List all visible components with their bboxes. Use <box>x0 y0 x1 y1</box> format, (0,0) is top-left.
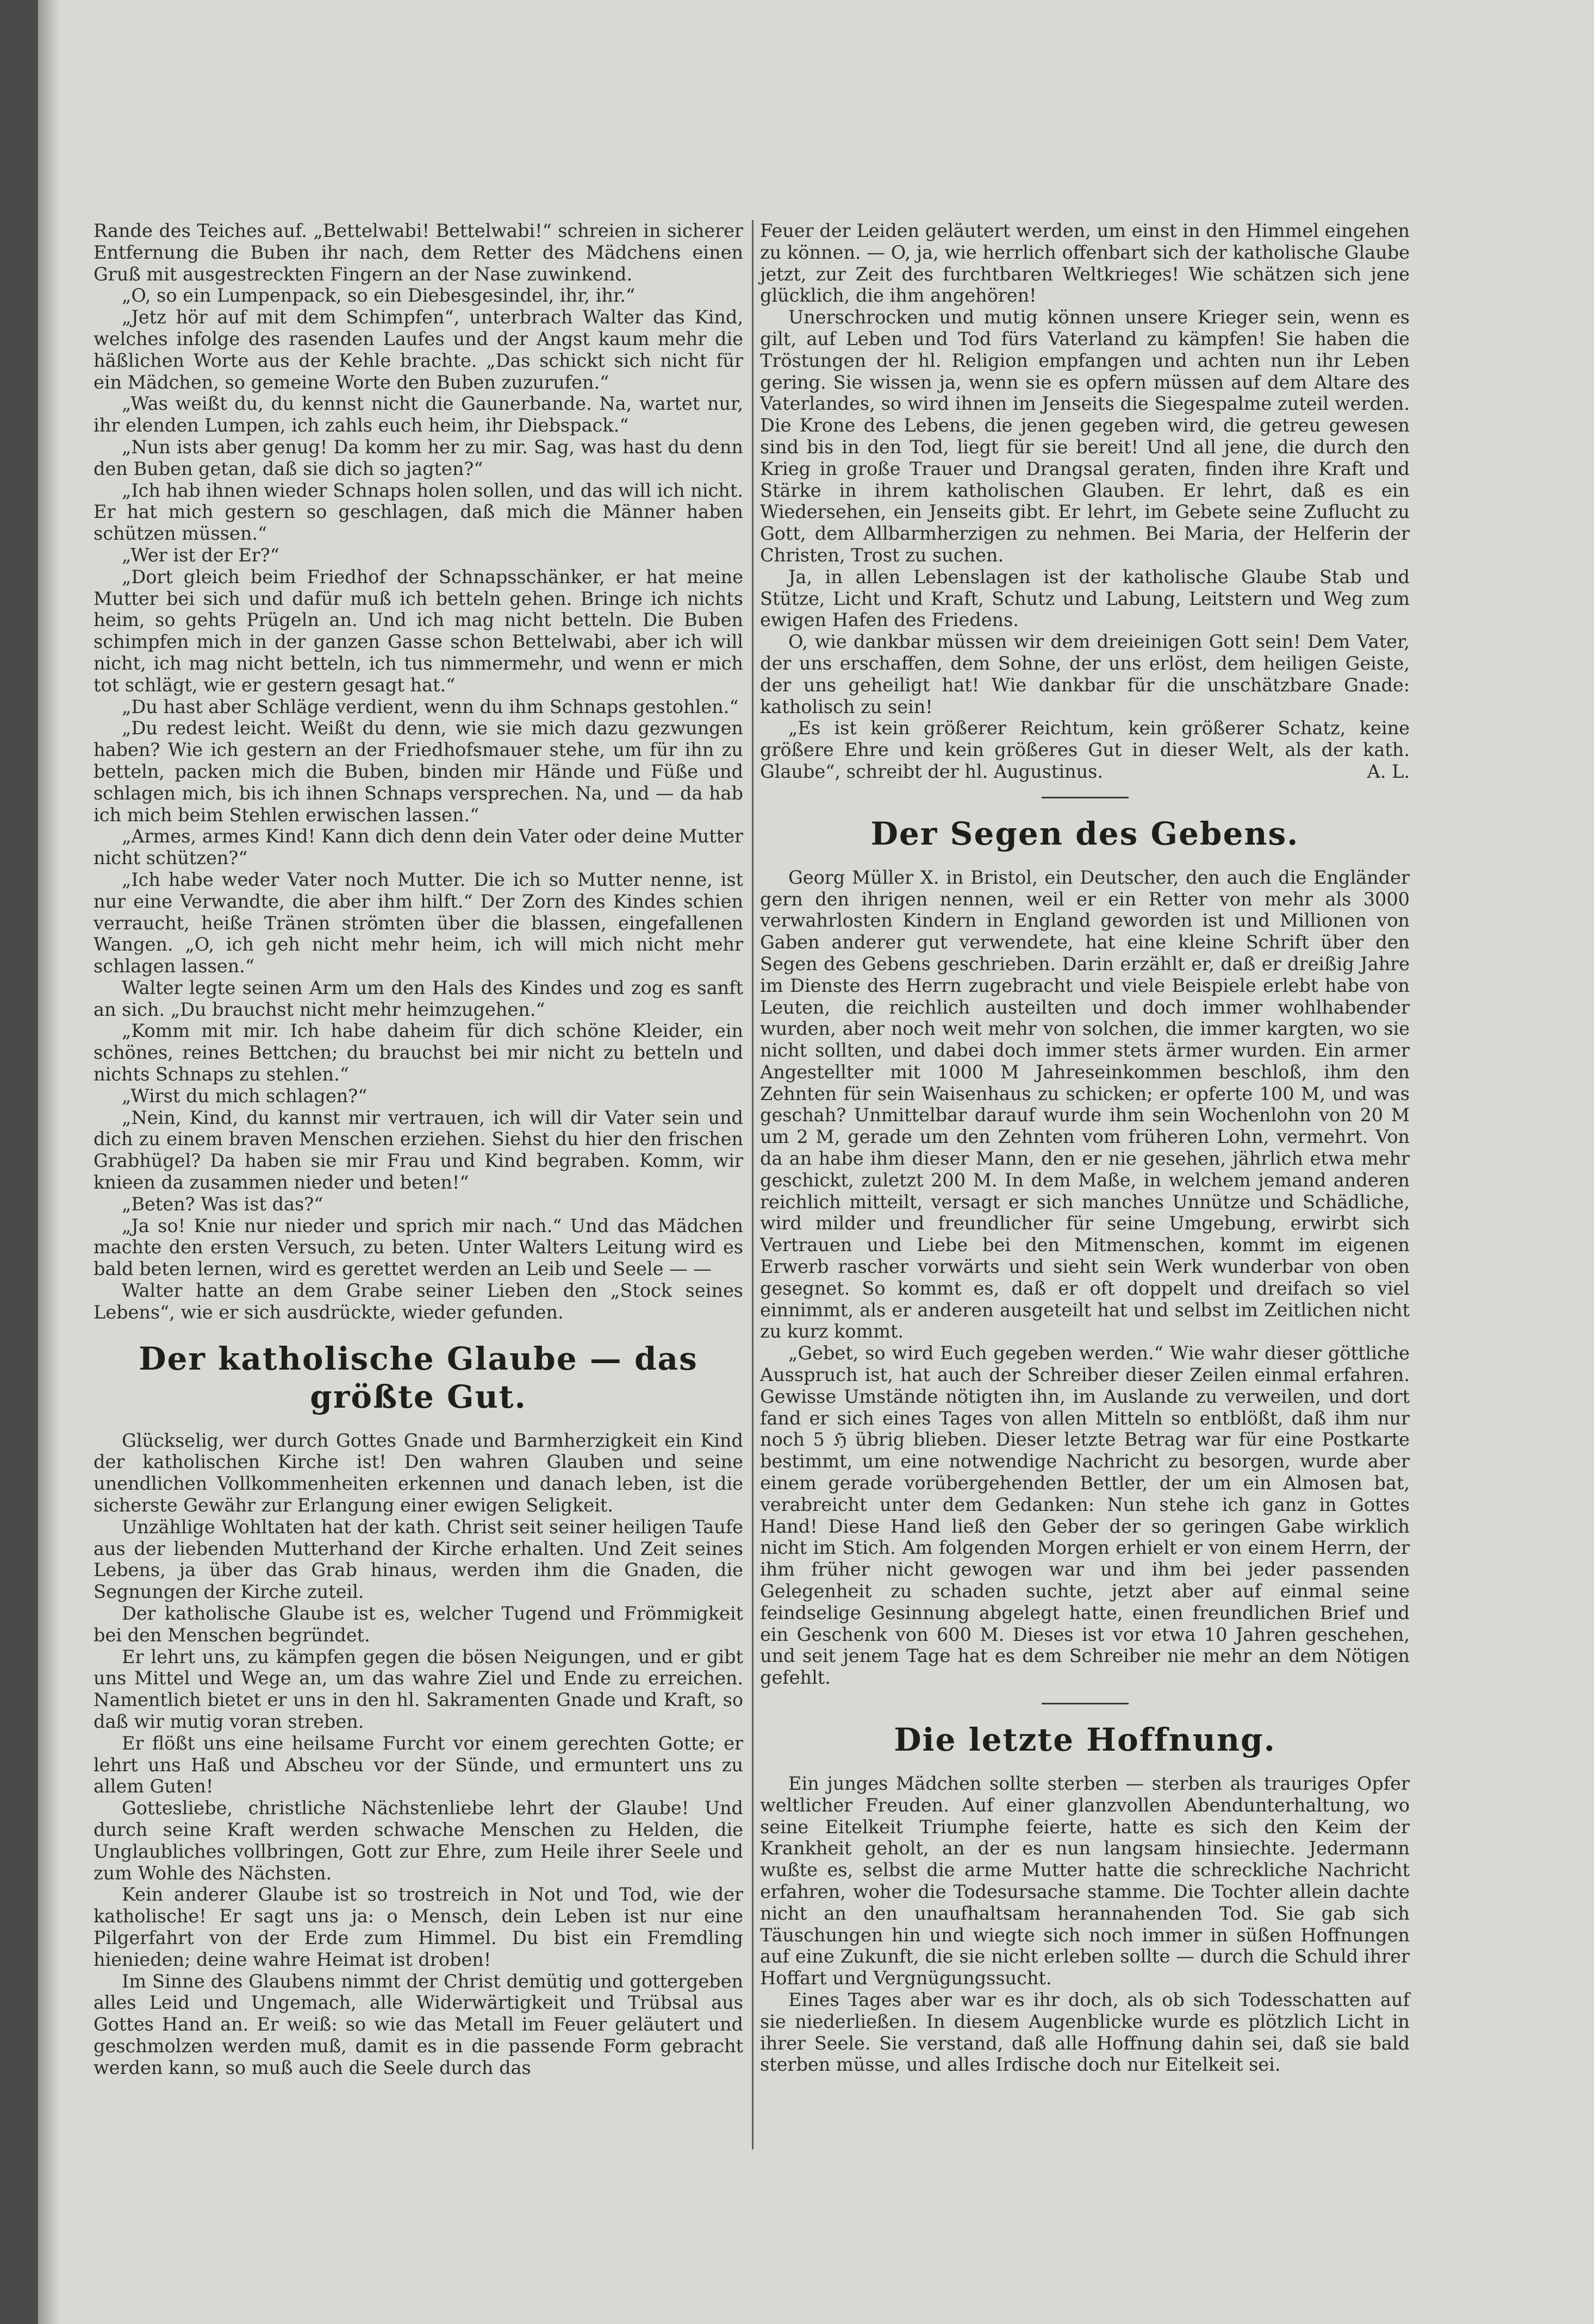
paragraph: Eines Tages aber war es ihr doch, als ob sich Todesschatten auf sie niederließen. In diesem Augenblicke wurde es plötzlich Licht in ihrer Seele. Sie verstand, daß alle Hoffnung dahin sei, daß sie bald sterben müsse, und alles Irdische doch nur Eitelkeit sei. <box>760 1989 1410 2076</box>
page-gutter-shadow <box>38 0 60 2324</box>
left-column <box>94 220 743 2079</box>
paragraph: „Was weißt du, du kennst nicht die Gaunerbande. Na, wartet nur, ihr elenden Lumpen, ich zahls euch heim, ihr Diebspack.“ <box>94 393 743 436</box>
paragraph: Unerschrocken und mutig können unsere Krieger sein, wenn es gilt, auf Leben und Tod fürs Vaterland zu kämpfen! Sie haben die Tröstungen der hl. Religion empfangen und achten nun ihr Leben gering. Sie wissen ja, wenn sie es opfern müssen auf dem Altare des Vaterlandes, so wird ihnen im Jenseits die Siegespalme zuteil werden. Die Krone des Lebens, die jenen gegeben wird, die getreu gewesen sind bis in den Tod, liegt für sie bereit! Und all jene, die durch den Krieg in große Trauer und Drangsal geraten, finden ihre Kraft und Stärke in ihrem katholischen Glauben. Er lehrt, daß es ein Wiedersehen, ein Jenseits gibt. Er lehrt, im Gebete seine Zuflucht zu Gott, dem Allbarmherzigen zu nehmen. Bei Maria, der Helferin der Christen, Trost zu suchen. <box>760 307 1410 566</box>
paragraph: „Ich habe weder Vater noch Mutter. Die ich so Mutter nenne, ist nur eine Verwandte, die aber ihm hilft.“ Der Zorn des Kindes schien verraucht, heiße Tränen strömten über die blassen, eingefallenen Wangen. „O, ich geh nicht mehr heim, ich will mich nicht mehr schlagen lassen.“ <box>94 869 743 977</box>
paragraph: „Wirst du mich schlagen?“ <box>122 1085 368 1107</box>
section-separator <box>1042 797 1129 798</box>
article-body-segen <box>760 867 1410 1689</box>
article-heading-segen: Der Segen des Gebens. <box>870 815 1299 852</box>
article-body-glaube-continued <box>760 220 1410 717</box>
paragraph: „Armes, armes Kind! Kann dich denn dein Vater oder deine Mutter nicht schützen?“ <box>94 826 743 869</box>
paragraph: Gottesliebe, christliche Nächstenliebe lehrt der Glaube! Und durch seine Kraft werden schwache Menschen zu Helden, die Unglaubliches vollbringen, Gott zur Ehre, zum Heile ihrer Seele und zum Wohle des Nächsten. <box>94 1797 743 1884</box>
paragraph: Ein junges Mädchen sollte sterben — sterben als trauriges Opfer weltlicher Freuden. Auf einer glanzvollen Abendunterhaltung, wo seine Eitelkeit Triumphe feierte, hatte es sich den Keim der Krankheit geholt, an der es nun langsam hinsiechte. Jedermann wußte es, selbst die arme Mutter hatte die schreckliche Nachricht erfahren, woher die Todesursache stamme. Die Tochter allein dachte nicht an den unaufhaltsam herannahenden Tod. Sie gab sich Täuschungen hin und wiegte sich noch immer in süßen Hoffnungen auf eine Zukunft, die sie nicht erleben sollte — durch die Schuld ihrer Hoffart und Vergnügungssucht. <box>760 1773 1410 1989</box>
augustinus-quote: „Es ist kein größerer Reichtum, kein größerer Schatz, keine größere Ehre und kein größeres Gut in dieser Welt, als der kath. Glaube“, schreibt der hl. Augustinus. A. L. <box>760 717 1410 782</box>
paragraph: Glückselig, wer durch Gottes Gnade und Barmherzigkeit ein Kind der katholischen Kirche ist! Den wahren Glauben und seine unendlichen Vollkommenheiten erkennen und danach leben, ist die sicherste Gewähr zur Erlangung einer ewigen Seligkeit. <box>94 1429 743 1516</box>
paragraph: Unzählige Wohltaten hat der kath. Christ seit seiner heiligen Taufe aus der liebenden Mutterhand der Kirche erhalten. Und Zeit seines Lebens, ja über das Grab hinaus, werden ihm die Gnaden, die Segnungen der Kirche zuteil. <box>94 1516 743 1603</box>
paragraph: Der katholische Glaube ist es, welcher Tugend und Frömmigkeit bei den Menschen begründet. <box>94 1603 743 1646</box>
paragraph: Er lehrt uns, zu kämpfen gegen die bösen Neigungen, und er gibt uns Mittel und Wege an, um das wahre Ziel und Ende zu erreichen. Namentlich bietet er uns in den hl. Sakramenten Gnade und Kraft, so daß wir mutig voran streben. <box>94 1646 743 1732</box>
column-divider <box>752 220 754 2150</box>
paragraph: „Dort gleich beim Friedhof der Schnapsschänker, er hat meine Mutter bei sich und dafür muß ich betteln gehen. Bringe ich nichts heim, so gehts Prügeln an. Und ich mag nicht betteln. Die Buben schimpfen mich in der ganzen Gasse schon Bettelwabi, aber ich will nicht, ich mag nicht betteln, ich tus nimmermehr, und wenn er mich tot schlägt, wie er gestern gesagt hat.“ <box>94 566 743 696</box>
paragraph: „Du redest leicht. Weißt du denn, wie sie mich dazu gezwungen haben? Wie ich gestern an der Friedhofsmauer stehe, um für ihn zu betteln, packen mich die Buben, binden mir Hände und Füße und schlagen mich, bis ich ihnen Schnaps versprechen. Na, und — da hab ich mich beim Stehlen erwischen lassen.“ <box>94 717 743 826</box>
article-body-hoffnung <box>760 1773 1410 2076</box>
article-body-glaube <box>94 1430 743 2079</box>
paragraph: Walter hatte an dem Grabe seiner Lieben den „Stock seines Lebens“, wie er sich ausdrückte, wieder gefunden. <box>94 1280 743 1323</box>
section-separator <box>1042 1703 1129 1704</box>
article-heading-glaube: Der katholische Glaube — das größte Gut. <box>139 1340 698 1415</box>
author-signature: A. L. <box>1367 760 1410 782</box>
paragraph: „Beten? Was ist das?“ <box>122 1193 323 1215</box>
paragraph: „Du hast aber Schläge verdient, wenn du ihm Schnaps gestohlen.“ <box>122 696 739 717</box>
paragraph: „Wer ist der Er?“ <box>122 544 279 566</box>
paragraph: „Jetz hör auf mit dem Schimpfen“, unterbrach Walter das Kind, welches infolge des rasenden Laufes und der Angst kaum mehr die häßlichen Worte aus der Kehle brachte. „Das schickt sich nicht für ein Mädchen, so gemeine Worte den Buben zuzurufen.“ <box>94 307 743 393</box>
paragraph: „Ich hab ihnen wieder Schnaps holen sollen, und das will ich nicht. Er hat mich gestern so geschlagen, daß mich die Männer haben schützen müssen.“ <box>94 479 743 545</box>
paragraph: „Ja so! Knie nur nieder und sprich mir nach.“ Und das Mädchen machte den ersten Versuch, zu beten. Unter Walters Leitung wird es bald beten lernen, wird es gerettet werden an Leib und Seele — — <box>94 1215 743 1280</box>
paragraph: O, wie dankbar müssen wir dem dreieinigen Gott sein! Dem Vater, der uns erschaffen, dem Sohne, der uns erlöst, dem heiligen Geiste, der uns geheiligt hat! Wie dankbar für die unschätzbare Gnade: katholisch zu sein! <box>760 631 1410 717</box>
paragraph: Rande des Teiches auf. „Bettelwabi! Bettelwabi!“ schreien in sicherer Entfernung die Buben ihr nach, dem Retter des Mädchens einen Gruß mit ausgestreckten Fingern an der Nase zuwinkend. <box>94 220 743 285</box>
paragraph: Georg Müller X. in Bristol, ein Deutscher, den auch die Engländer gern den ihrigen nennen, weil er ein Retter von mehr als 3000 verwahrlosten Kindern in England geworden ist und Millionen von Gaben anderer gut verwendete, hat eine kleine Schrift über den Segen des Gebens geschrieben. Darin erzählt er, daß er dreißig Jahre im Dienste des Herrn zugebracht und viele Beispiele erlebt habe von Leuten, die reichlich austeilten und doch immer wohlhabender wurden, aber noch weit mehr von solchen, die immer kargten, wo sie nicht sollten, und dabei doch immer stets ärmer wurden. Ein armer Angestellter mit 1000 M Jahreseinkommen beschloß, ihm den Zehnten für sein Waisenhaus zu schicken; er opferte 100 M, und was geschah? Unmittelbar darauf wurde ihm sein Wochenlohn von 20 M um 2 M, gerade um den Zehnten vom früheren Lohn, vermehrt. Von da an habe ihm dieser Mann, den er nie gesehen, jährlich etwa mehr geschickt, zuletzt 200 M. In dem Maße, in welchem jemand anderen reichlich mitteilt, versagt er sich manches Unnütze und Schädliche, wird milder und freundlicher für seine Umgebung, erwirbt sich Vertrauen und Liebe bei den Mitmenschen, kommt im eigenen Erwerb rascher vorwärts und sieht sein Werk wunderbar von oben gesegnet. So kommt es, daß er oft doppelt und dreifach so viel einnimmt, als er anderen ausgeteilt hat und selbst im Zeitlichen nicht zu kurz kommt. <box>760 866 1410 1342</box>
paragraph: „Nein, Kind, du kannst mir vertrauen, ich will dir Vater sein und dich zu einem braven Menschen erziehen. Siehst du hier den frischen Grabhügel? Da haben sie mir Frau und Kind begraben. Komm, wir knieen da zusammen nieder und beten!“ <box>94 1107 743 1194</box>
right-column <box>760 220 1410 2076</box>
paragraph: Feuer der Leiden geläutert werden, um einst in den Himmel eingehen zu können. — O, ja, wie herrlich offenbart sich der katholische Glaube jetzt, zur Zeit des furchtbaren Weltkrieges! Wie schätzen sich jene glücklich, die ihm angehören! <box>760 220 1410 307</box>
paragraph: „Nun ists aber genug! Da komm her zu mir. Sag, was hast du denn den Buben getan, daß sie dich so jagten?“ <box>94 436 743 479</box>
paragraph: Er flößt uns eine heilsame Furcht vor einem gerechten Gotte; er lehrt uns Haß und Abscheu vor der Sünde, und ermuntert uns zu allem Guten! <box>94 1732 743 1797</box>
paragraph: „Gebet, so wird Euch gegeben werden.“ Wie wahr dieser göttliche Ausspruch ist, hat auch der Schreiber dieser Zeilen einmal erfahren. Gewisse Umstände nötigten ihn, im Auslande zu verweilen, und dort fand er sich eines Tages von allen Mitteln so entblößt, daß ihm nur noch 5 ℌ übrig blieben. Dieser letzte Betrag war für eine Postkarte bestimmt, um eine notwendige Nachricht zu besorgen, wurde aber einem gerade vorübergehenden Bettler, der um ein Almosen bat, verabreicht unter dem Gedanken: Nun stehe ich ganz in Gottes Hand! Diese Hand ließ den Geber der so geringen Gabe wirklich nicht im Stich. Am folgenden Morgen erhielt er von einem Herrn, der ihm früher nicht gewogen war und ihm bei jeder passenden Gelegenheit zu schaden suchte, jetzt aber auf einmal seine feindselige Gesinnung abgelegt hatte, einen freundlichen Brief und ein Geschenk von 600 M. Dieses ist vor etwa 10 Jahren geschehen, und seit jenem Tage hat es dem Schreiber nie mehr an dem Nötigen gefehlt. <box>760 1342 1410 1689</box>
paragraph: Kein anderer Glaube ist so trostreich in Not und Tod, wie der katholische! Er sagt uns ja: o Mensch, dein Leben ist nur eine Pilgerfahrt von der Erde zum Himmel. Du bist ein Fremdling hienieden; deine wahre Heimat ist droben! <box>94 1884 743 1970</box>
paragraph: Walter legte seinen Arm um den Hals des Kindes und zog es sanft an sich. „Du brauchst nicht mehr heimzugehen.“ <box>94 977 743 1020</box>
article-heading-hoffnung: Die letzte Hoffnung. <box>894 1721 1276 1758</box>
paragraph: Ja, in allen Lebenslagen ist der katholische Glaube Stab und Stütze, Licht und Kraft, Schutz und Labung, Leitstern und Weg zum ewigen Hafen des Friedens. <box>760 566 1410 631</box>
paragraph: Im Sinne des Glaubens nimmt der Christ demütig und gottergeben alles Leid und Ungemach, alle Widerwärtigkeit und Trübsal aus Gottes Hand an. Er weiß: so wie das Metall im Feuer geläutert und geschmolzen werden muß, damit es in die passende Form gebracht werden kann, so muß auch die Seele durch das <box>94 1970 743 2078</box>
paragraph: „Komm mit mir. Ich habe daheim für dich schöne Kleider, ein schönes, reines Bettchen; du brauchst bei mir nicht zu betteln und nichts Schnaps zu stehlen.“ <box>94 1020 743 1085</box>
story-continuation <box>94 220 743 1323</box>
newspaper-page <box>38 0 1594 2324</box>
quote-with-signature <box>760 717 1410 782</box>
paragraph: „O, so ein Lumpenpack, so ein Diebesgesindel, ihr, ihr.“ <box>122 285 636 307</box>
